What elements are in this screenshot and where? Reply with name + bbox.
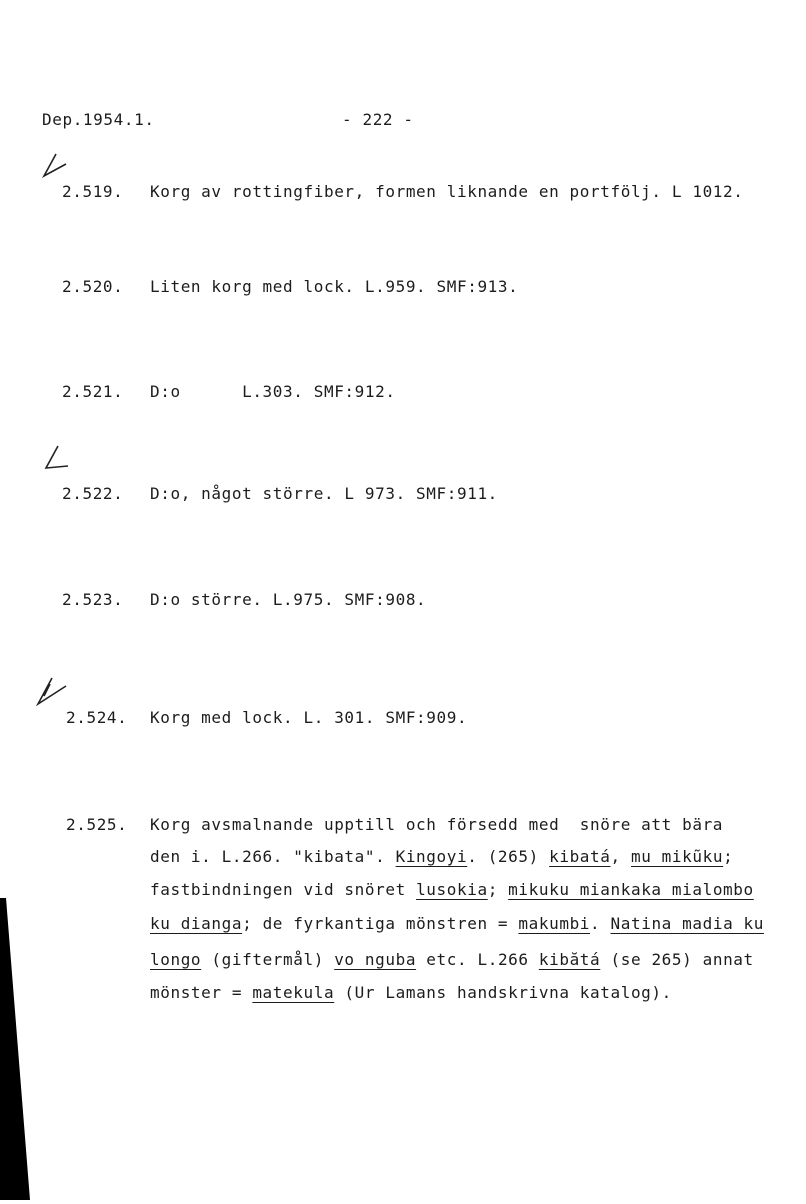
- underlined-term: mikuku miankaka mialombo: [508, 880, 754, 899]
- text-run: (se 265) annat: [600, 950, 754, 969]
- text-run: ;: [723, 847, 734, 866]
- check-mark-icon: [36, 150, 76, 180]
- underlined-term: ku dianga: [150, 914, 243, 933]
- text-run: (Ur Lamans handskrivna katalog).: [334, 983, 672, 1002]
- entry-text: Korg med lock. L. 301. SMF:909.: [150, 708, 468, 727]
- document-reference: Dep.1954.1.: [42, 110, 155, 129]
- check-mark-icon: [38, 442, 78, 472]
- entry-text: Korg av rottingfiber, formen liknande en portfölj. L 1012.: [150, 182, 744, 201]
- underlined-term: makumbi: [518, 914, 591, 933]
- entry-text: D:o större. L.975. SMF:908.: [150, 590, 427, 609]
- underlined-term: Kingoyi: [395, 847, 468, 866]
- entry-number: 2.519.: [62, 182, 124, 201]
- entry-number: 2.525.: [66, 815, 128, 834]
- text-run: ,: [610, 847, 631, 866]
- page-number: - 222 -: [342, 110, 414, 129]
- underlined-term: Natina madia ku: [610, 914, 765, 933]
- entry-text-line: [150, 847, 733, 867]
- text-run: .: [590, 914, 611, 933]
- entry-text-line: Korg avsmalnande upptill och försedd med snöre att bära: [150, 815, 724, 834]
- scan-edge-shadow: [0, 898, 30, 1200]
- text-run: ; de fyrkantiga mönstren =: [242, 914, 519, 933]
- entry-text-line: [150, 880, 754, 900]
- text-run: (giftermål): [201, 950, 335, 969]
- entry-number: 2.522.: [62, 484, 124, 503]
- underlined-term: matekula: [252, 983, 335, 1002]
- entry-text: D:o, något större. L 973. SMF:911.: [150, 484, 498, 503]
- text-run: etc. L.266: [416, 950, 539, 969]
- underlined-term: vo nguba: [334, 950, 417, 969]
- underlined-term: kibatá: [549, 847, 611, 866]
- underlined-term: longo: [150, 950, 202, 969]
- text-run: mönster =: [150, 983, 253, 1002]
- text-run: den i. L.266. "kibata".: [150, 847, 396, 866]
- entry-text-line: [150, 983, 672, 1003]
- entry-text: D:o L.303. SMF:912.: [150, 382, 396, 401]
- entry-number: 2.520.: [62, 277, 124, 296]
- entry-text-line: [150, 914, 764, 934]
- entry-number: 2.523.: [62, 590, 124, 609]
- entry-number: 2.521.: [62, 382, 124, 401]
- underlined-term: kibătá: [538, 950, 601, 969]
- entry-number: 2.524.: [66, 708, 128, 727]
- text-run: fastbindningen vid snöret: [150, 880, 417, 899]
- underlined-term: lusokia: [416, 880, 488, 899]
- text-run: . (265): [467, 847, 550, 866]
- entry-text-line: [150, 950, 754, 970]
- underlined-term: mu mikũku: [630, 847, 724, 866]
- entry-text: Liten korg med lock. L.959. SMF:913.: [150, 277, 519, 296]
- text-run: ;: [487, 880, 509, 899]
- check-mark-icon: [32, 676, 72, 706]
